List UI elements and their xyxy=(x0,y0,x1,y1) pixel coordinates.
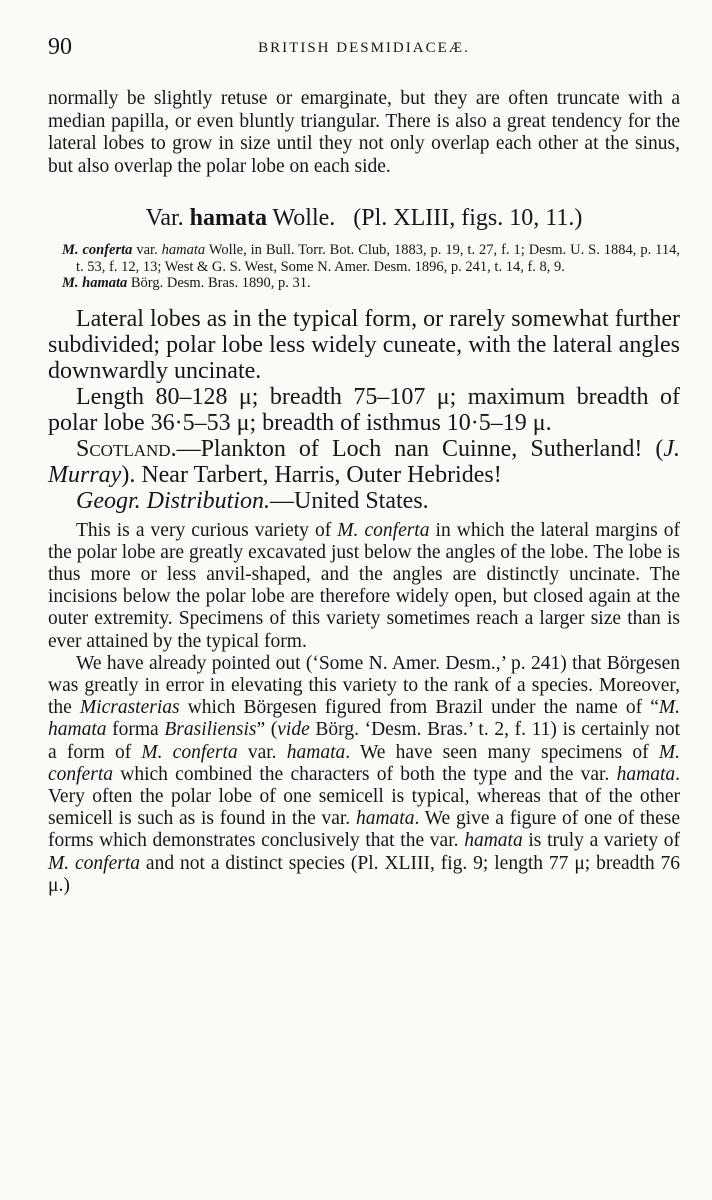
synonym-epithet: hamata xyxy=(161,242,206,258)
scotland-records: Scotland.—Plankton of Loch nan Cuinne, Sutherland! (J. Murray). Near Tarbert, Harris, Outer Hebrides! xyxy=(48,435,680,488)
variety-name: hamata xyxy=(189,205,267,231)
synonym-citation: Börg. Desm. Bras. 1890, p. 31. xyxy=(127,275,311,291)
page-number: 90 xyxy=(48,34,72,60)
synonymy-entry xyxy=(48,275,680,292)
scotland-label: Scotland. xyxy=(76,435,177,462)
synonym-citation: Wolle, in Bull. Torr. Bot. Club, 1883, p. 19, t. 27, f. 1; Desm. U. S. 1884, p. 114, t. 53, f. 12, 13; West & G. S. West, Some N. Amer. Desm. 1896, p. 241, t. 14, f. 8, 9. xyxy=(76,242,680,275)
distribution-label: Geogr. Distribution. xyxy=(76,487,271,514)
running-title: BRITISH DESMIDIACEÆ. xyxy=(258,40,470,56)
variety-author: Wolle. xyxy=(266,205,336,231)
geographic-distribution: Geogr. Distribution.—United States. xyxy=(76,487,429,514)
page-header xyxy=(48,34,680,64)
collector-name: J. Murray xyxy=(48,435,680,488)
synonymy-entry: M. conferta var. hamata Wolle, in Bull. Torr. Bot. Club, 1883, p. 19, t. 27, f. 1; Desm. U. S. 1884, p. 114, t. 53, f. 12, 13; West & G. S. West, Some N. Amer. Desm. 1896, p. 241, t. 14, f. 8, 9. xyxy=(62,242,680,275)
page-body xyxy=(48,88,680,897)
variety-plate-ref: (Pl. XLIII, figs. 10, 11.) xyxy=(353,205,583,231)
synonym-taxon: M. conferta xyxy=(62,242,133,258)
intro-paragraph: normally be slightly retuse or emarginate, but they are often truncate with a median papilla, or even bluntly triangular. There is also a great tendency for the lateral lobes to grow in size until they not only overlap each other at the sinus, but also overlap the polar lobe on each side. xyxy=(48,88,680,177)
variety-heading xyxy=(48,204,680,232)
measurements-paragraph: Length 80–128 μ; breadth 75–107 μ; maximum breadth of polar lobe 36·5–53 μ; breadth of isthmus 10·5–19 μ. xyxy=(48,383,680,436)
variety-prefix: Var. xyxy=(145,205,190,231)
discussion-paragraph-1: This is a very curious variety of M. conferta in which the lateral margins of the polar lobe are greatly excavated just below the angles of the lobe. The lobe is thus more or less anvil-shaped, and the angles are distinctly uncinate. The incisions below the polar lobe are therefore widely open, but closed again at the outer extremity. Specimens of this variety sometimes reach a larger size than is ever attained by the typical form. xyxy=(48,519,681,652)
description-paragraph: Lateral lobes as in the typical form, or rarely somewhat further subdivided; polar lobe less widely cuneate, with the lateral angles downwardly uncinate. xyxy=(48,305,680,384)
synonym-taxon: M. hamata xyxy=(62,275,128,291)
discussion-paragraph-2: We have already pointed out (‘Some N. Amer. Desm.,’ p. 241) that Börgesen was greatly in error in elevating this variety to the rank of a species. Moreover, the Micrasterias which Börgesen figured from Brazil under the name of “M. hamata forma Brasiliensis” (vide Börg. ‘Desm. Bras.’ t. 2, f. 11) is certainly not a form of M. conferta var. hamata. We have seen many specimens of M. conferta which combined the characters of both the type and the var. hamata. Very often the polar lobe of one semicell is typical, whereas that of the other semicell is such as is found in the var. hamata. We give a figure of one of these forms which demonstrates conclusively that the var. hamata is truly a variety of M. conferta and not a distinct species (Pl. XLIII, fig. 9; length 77 μ; breadth 76 μ.) xyxy=(48,652,681,896)
